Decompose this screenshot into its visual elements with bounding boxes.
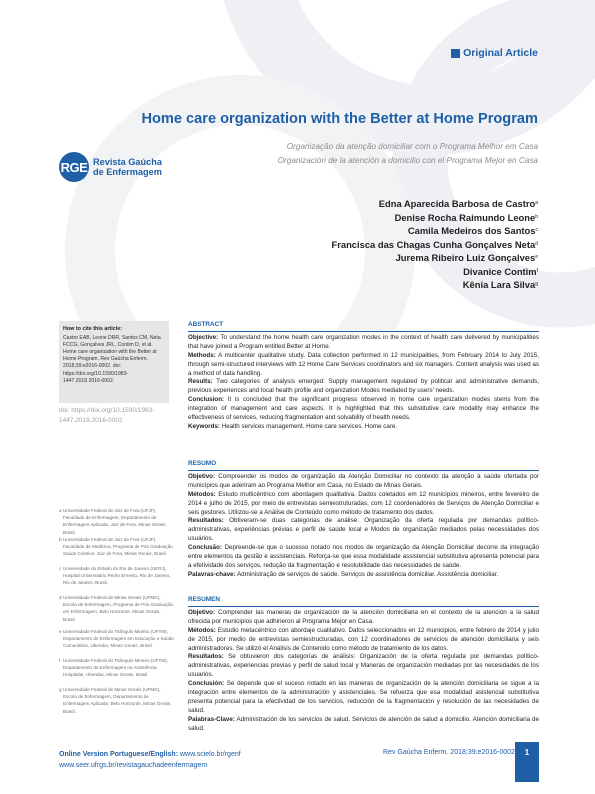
affiliation-text: Universidade Federal de Juiz de Fora (UFJF), Faculdade de Enfermagem, Departamento de Enfermagem Aplicada. Juiz de Fora, Minas Gerais, Brasil. bbox=[63, 508, 167, 535]
affiliation-letter: e bbox=[59, 629, 62, 634]
alt-title-spanish: Organización de la atención a domicilio con el Programa Mejor en Casa bbox=[277, 156, 538, 165]
resumen-paragraph-label: Resultados: bbox=[188, 653, 224, 661]
resumen-paragraph-text: Estudio metacéntrico con abordaje cualitativo. Datos seleccionados en 12 municipios, entre febrero de 2014 y julio de 2015, por medio de entrevistas semiestructuradas, con 12 coordinadores de servicios de atención domiciliaria y seis administradores. Se utilizó el Análisis de Contenido como método de tratamiento de los datos. bbox=[188, 626, 539, 652]
author-name bbox=[331, 238, 538, 252]
alt-title-portuguese: Organização da atenção domiciliar com o Programa Melhor em Casa bbox=[286, 142, 538, 151]
journal-name-line2: de Enfermagem bbox=[93, 167, 162, 177]
author-name bbox=[331, 278, 538, 292]
abstract-paragraph-text: To understand the home health care organization modes in the context of health care delivered by municipalities that have joined a Program entitled Better at Home. bbox=[188, 333, 540, 350]
article-title: Home care organization with the Better at Home Program bbox=[141, 111, 538, 127]
resumo-paragraph-text: Estudo multicêntrico com abordagem qualitativa. Dados coletados em 12 municípios mineiros, entre fevereiro de 2014 e julho de 2015, por meio de entrevistas semiestruturadas, com 12 coordenadores de Serviços de Atenção Domiciliar e seis gestores. Utilizou-se a Análise de Conteúdo como método de tratamento dos dados. bbox=[188, 490, 539, 516]
doi-link[interactable]: doi: https://doi.org/10.1590/1983-1447.2018.2016-0002 bbox=[59, 407, 155, 424]
affiliation-letter: d bbox=[59, 595, 62, 600]
author-name-text: Edna Aparecida Barbosa de Castro bbox=[378, 198, 536, 209]
resumo-paragraph-text: Obtiveram-se duas categorias de análise: Organização da oferta regulada por demandas político-administrativas, experiências prévias e perfil de saúde local e Modos de organização mediados pelas necessidades dos usuários. bbox=[188, 517, 539, 543]
resumen-paragraph-text: Administración de los servicios de salud. Servicios de atención de salud a domicilio. Atención domiciliaria de salud. bbox=[188, 715, 539, 732]
article-type-label bbox=[451, 47, 538, 59]
affiliation-item bbox=[59, 686, 174, 715]
footer-online-info bbox=[59, 749, 241, 771]
affiliation-text: Universidade Federal de Minas Gerais (UFMG), Escola de Enfermagem, Programa de Pós Graduação em Enfermagem, Belo Horizonte, Minas Gerais, Brasil. bbox=[63, 595, 174, 622]
resumen-paragraph bbox=[188, 609, 539, 627]
affiliation-item bbox=[59, 565, 174, 587]
resumen-paragraph-label: Métodos: bbox=[188, 626, 216, 634]
resumo-paragraph-text: Administração de serviços de saúde. Serviços de assistência domiciliar. Assistência domiciliar. bbox=[237, 570, 499, 578]
affiliation-item bbox=[59, 594, 174, 623]
footer-online-url[interactable]: www.scielo.br/rgenf bbox=[179, 751, 241, 758]
author-affiliation-mark: f bbox=[536, 267, 538, 274]
article-type-text: Original Article bbox=[463, 47, 538, 59]
author-affiliation-mark: e bbox=[535, 254, 538, 260]
how-to-cite-box bbox=[59, 321, 169, 403]
resumen-heading: RESUMEN bbox=[188, 596, 539, 607]
author-name-text: Francisca das Chagas Cunha Gonçalves Neta bbox=[331, 238, 536, 250]
author-name-text: Kênia Lara Silva bbox=[462, 279, 536, 290]
journal-name-line1: Revista Gaúcha bbox=[93, 157, 162, 167]
affiliation-text: Universidade Federal do Triângulo Mineiro (UFTM), Departamento de Enfermagem na Assistência Hospitalar, Uberaba, Minas Gerais, Brasil. bbox=[63, 658, 168, 678]
resumen-section bbox=[188, 596, 539, 734]
affiliation-text: Universidade Federal de Juiz de Fora (UFJF), Faculdade de Medicina, Programa de Pós Graduação Saúde Coletiva. Juiz de Fora, Minas Gerais, Brasil. bbox=[63, 537, 173, 557]
footer-second-url[interactable]: www.seer.ufrgs.br/revistagauchadeenfermagem bbox=[59, 762, 208, 769]
resumo-paragraph bbox=[188, 473, 539, 491]
abstract-paragraph-label: Conclusion: bbox=[188, 396, 225, 404]
author-name-text: Denise Rocha Raimundo Leone bbox=[394, 211, 536, 223]
journal-logo-text bbox=[93, 157, 162, 177]
abstract-heading: ABSTRACT bbox=[188, 321, 539, 332]
how-to-cite-text: Castro EAB, Leone DRR, Santos CM, Neta FCCG, Gonçalves JRL, Contim D, et al. Home care organization with the Better at Home Program. Rev Gaúcha Enferm. 2018;39:e2016-0002. doi: https://doi.org/10.1590/1983-1447.2018.2016-0002. bbox=[63, 335, 161, 384]
author-name-text: Divanice Contim bbox=[463, 265, 537, 277]
affiliation-item bbox=[59, 657, 174, 679]
affiliation-text: Universidade do Estado do Rio de Janeiro (UERJ), Hospital Universitário Pedro Ernesto, Rio de Janeiro, Rio de Janeiro, Brasil. bbox=[63, 566, 171, 586]
article-type-square-icon bbox=[451, 49, 460, 58]
abstract-paragraph bbox=[188, 352, 539, 379]
journal-logo bbox=[59, 152, 162, 182]
affiliation-item bbox=[59, 507, 174, 536]
resumen-paragraph-label: Objetivo: bbox=[188, 608, 216, 616]
author-name bbox=[331, 224, 538, 238]
resumo-heading: RESUMO bbox=[188, 460, 539, 471]
author-affiliation-mark: c bbox=[535, 227, 538, 233]
footer-online-label: Online Version Portuguese/English: bbox=[59, 751, 179, 758]
abstract-paragraph-text: Health services management. Home care services. Home care. bbox=[221, 422, 398, 430]
abstract-paragraph-label: Objective: bbox=[188, 333, 219, 341]
resumen-body bbox=[188, 609, 539, 734]
resumen-paragraph-text: Se obtuvieron dos categorías de análisis: Organización de la oferta regulada por demandas político-administrativas, experiencias previas y perfil de salud local y Maneras de organización mediadas por las necesidades de los usuarios. bbox=[188, 653, 539, 679]
author-affiliation-mark: g bbox=[535, 281, 538, 287]
abstract-section bbox=[188, 321, 539, 432]
affiliation-item bbox=[59, 628, 174, 650]
affiliation-letter: c bbox=[59, 566, 62, 571]
resumo-paragraph bbox=[188, 571, 539, 580]
abstract-paragraph bbox=[188, 378, 539, 396]
author-name bbox=[331, 197, 538, 211]
author-affiliation-mark: d bbox=[535, 240, 538, 247]
journal-logo-badge: RGE bbox=[59, 152, 89, 182]
abstract-paragraph bbox=[188, 396, 539, 423]
affiliation-letter: g bbox=[59, 687, 62, 692]
resumo-paragraph-label: Objetivo: bbox=[188, 472, 216, 480]
resumo-paragraph-text: Compreender os modos de organização da Atenção Domiciliar no contexto da atenção à saúde ofertada por municípios que aderiram ao Programa Melhor em Casa, no Estado de Minas Gerais. bbox=[188, 472, 539, 489]
how-to-cite-heading: How to cite this article: bbox=[63, 326, 123, 332]
resumen-paragraph bbox=[188, 653, 539, 680]
author-name bbox=[331, 265, 538, 279]
author-name-text: Jurema Ribeiro Luiz Gonçalves bbox=[395, 252, 536, 263]
resumen-paragraph-text: Comprender las maneras de organización de la atención domiciliaria en el contexto de la atención a la salud ofrecida por municipios que adhirieron al Programa Mejor en Casa. bbox=[188, 608, 539, 625]
abstract-paragraph-label: Methods: bbox=[188, 351, 216, 359]
affiliation-letter: f bbox=[59, 658, 61, 663]
resumo-paragraph bbox=[188, 491, 539, 518]
abstract-paragraph-text: Two categories of analysis emerged: Supply management regulated by political and administrative demands, previous experiences and local health profile and organization Modes mediated by users' needs. bbox=[188, 378, 539, 395]
author-name bbox=[331, 251, 538, 265]
abstract-paragraph-label: Keywords: bbox=[188, 422, 220, 430]
affiliation-item bbox=[59, 536, 174, 558]
resumo-body bbox=[188, 473, 539, 580]
author-affiliation-mark: b bbox=[535, 213, 538, 220]
resumo-paragraph-label: Conclusão: bbox=[188, 544, 223, 552]
affiliation-letter: b bbox=[59, 537, 62, 542]
resumen-paragraph-label: Palabras-Clave: bbox=[188, 715, 235, 723]
resumo-paragraph-text: Depreende-se que o sucesso notado nos modos de organização da Atenção Domiciliar decorre da integração entre elementos da gestão e assistenciais. Reforça-se que essa modalidade assistencial substitutiva apresenta potencial para a efetividade dos serviços, redução da fragmentação e resolubilidade das necessidades de saúde. bbox=[188, 544, 539, 569]
resumen-paragraph bbox=[188, 680, 539, 716]
resumo-paragraph-label: Resultados: bbox=[188, 517, 224, 525]
resumen-paragraph-text: Se depende que el suceso notado en las maneras de organización de la atención domiciliaria se sigue a la integración entre elementos de la administración y asistenciales. Se refuerza que esa modalidad asistencial substitutiva presenta potencial para la efectividad de los servicios, reducción de la fragmentación y resolución de las necesidades de salud. bbox=[188, 680, 539, 714]
resumo-paragraph bbox=[188, 544, 539, 571]
resumo-section bbox=[188, 460, 539, 580]
abstract-paragraph-text: A multicenter qualitative study. Data collection performed in 12 municipalities, from February 2014 to July 2015, through semi-structured interviews with 12 Home Care Services coordinators and six managers. Content analysis was used as a method of data handling. bbox=[188, 351, 539, 377]
abstract-paragraph-label: Results: bbox=[188, 378, 213, 386]
abstract-body bbox=[188, 334, 539, 432]
author-list bbox=[331, 197, 538, 292]
author-name bbox=[331, 211, 538, 225]
page-number: 1 bbox=[515, 742, 539, 782]
resumen-paragraph bbox=[188, 716, 539, 734]
affiliation-letter: a bbox=[59, 508, 62, 513]
resumen-paragraph-label: Conclusión: bbox=[188, 680, 225, 688]
resumo-paragraph-label: Palavras-chave: bbox=[188, 570, 236, 578]
resumo-paragraph bbox=[188, 517, 539, 544]
resumen-paragraph bbox=[188, 627, 539, 654]
resumo-paragraph-label: Métodos: bbox=[188, 490, 216, 498]
affiliation-text: Universidade Federal de Minas Gerais (UFMG), Escola de Enfermagem, Departamento de Enfermagem Aplicada. Belo Horizonte, Minas Gerais, Brasil. bbox=[63, 687, 172, 714]
footer-journal-ref: Rev Gaúcha Enferm. 2018;39:e2016-0002 bbox=[383, 749, 515, 756]
author-affiliation-mark: a bbox=[535, 200, 538, 206]
affiliation-text: Universidade Federal do Triângulo Mineiro (UFTM), Departamento de Enfermagem em Educação e Saúde Comunitária, Uberaba, Minas Gerais, Brasil. bbox=[63, 629, 174, 649]
abstract-paragraph-text: It is concluded that the significant progress observed in home care organization modes stems from the integration of management and care aspects. It is highlighted that this substitutive care modality may enhance the effectiveness of services, reducing fragmentation and solvability of health needs. bbox=[188, 396, 539, 422]
abstract-paragraph bbox=[188, 423, 539, 432]
abstract-paragraph bbox=[188, 334, 539, 352]
author-name-text: Camila Medeiros dos Santos bbox=[407, 225, 536, 236]
